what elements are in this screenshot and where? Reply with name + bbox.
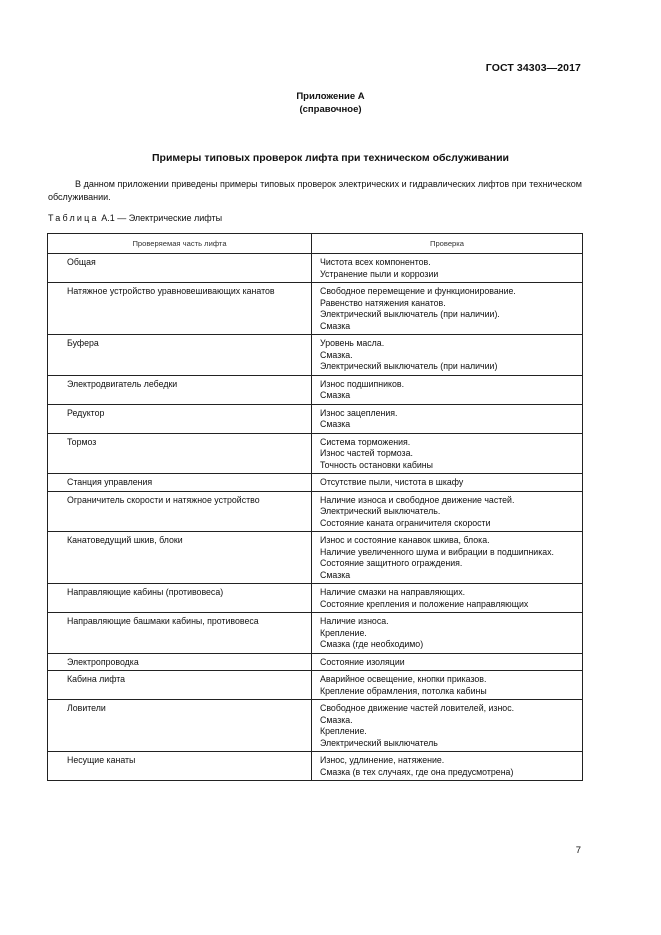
intro-paragraph: В данном приложении приведены примеры типовых проверок электрических и гидравлических лифтов при техническом обслуживании. — [48, 179, 582, 202]
table-cell-check — [312, 700, 583, 752]
table-cell-check — [312, 474, 583, 492]
header-check: Проверка — [312, 234, 583, 254]
check-item: Крепление. — [320, 726, 367, 736]
header-part: Проверяемая часть лифта — [48, 234, 312, 254]
check-item: Электрический выключатель — [320, 737, 438, 748]
table-row — [48, 433, 583, 474]
table-row — [48, 752, 583, 781]
check-item: Износ и состояние канавок шкива, блока. — [320, 535, 490, 545]
check-item: Смазка — [320, 419, 351, 429]
table-cell-part: Ограничитель скорости и натяжное устройство — [48, 491, 312, 532]
check-item: Электрический выключатель (при наличии) — [320, 361, 498, 371]
checks-table — [47, 233, 583, 781]
table-cell-check — [312, 254, 583, 283]
table-row — [48, 283, 583, 335]
check-item: Точность остановки кабины — [320, 459, 433, 470]
check-item: Крепление обрамления, потолка кабины — [320, 685, 487, 696]
table-cell-check — [312, 584, 583, 613]
check-item: Наличие смазки на направляющих. — [320, 587, 466, 597]
check-item: Электрический выключатель (при наличии). — [320, 309, 500, 319]
table-body — [48, 254, 583, 781]
table-cell-part: Редуктор — [48, 404, 312, 433]
table-cell-part: Общая — [48, 254, 312, 283]
table-cell-check — [312, 433, 583, 474]
table-cell-check — [312, 752, 583, 781]
table-cell-part: Тормоз — [48, 433, 312, 474]
table-cell-part: Несущие канаты — [48, 752, 312, 781]
check-item: Свободное движение частей ловителей, износ. — [320, 703, 515, 713]
table-cell-check — [312, 671, 583, 700]
table-row — [48, 532, 583, 584]
table-cell-check — [312, 335, 583, 376]
table-caption — [48, 213, 222, 223]
table-cell-part: Канатоведущий шкив, блоки — [48, 532, 312, 584]
check-item: Состояние каната ограничителя скорости — [320, 517, 491, 528]
check-item: Наличие износа. — [320, 616, 389, 626]
check-item: Износ подшипников. — [320, 378, 405, 389]
table-row — [48, 653, 583, 671]
table-row — [48, 613, 583, 654]
check-item: Уровень масла. — [320, 338, 385, 348]
check-item: Смазка — [320, 569, 351, 580]
table-cell-part: Электропроводка — [48, 653, 312, 671]
appendix-title: Приложение А — [296, 91, 365, 102]
table-cell-part: Буфера — [48, 335, 312, 376]
appendix-subtitle: (справочное) — [299, 103, 362, 115]
document-code: ГОСТ 34303—2017 — [485, 62, 581, 74]
table-row — [48, 584, 583, 613]
check-item: Свободное перемещение и функционирование. — [320, 286, 516, 296]
section-title: Примеры типовых проверок лифта при техническом обслуживании — [152, 152, 509, 164]
table-caption-label: Таблица — [48, 213, 99, 223]
check-item: Равенство натяжения канатов. — [320, 297, 446, 308]
table-cell-check — [312, 491, 583, 532]
table-row — [48, 700, 583, 752]
table-cell-part: Направляющие башмаки кабины, противовеса — [48, 613, 312, 654]
check-item: Смазка. — [320, 349, 353, 360]
check-item: Крепление. — [320, 627, 367, 638]
table-row — [48, 335, 583, 376]
table-cell-check — [312, 404, 583, 433]
check-item: Смазка — [320, 390, 351, 400]
table-row — [48, 671, 583, 700]
page-number: 7 — [575, 845, 581, 856]
table-cell-check — [312, 283, 583, 335]
table-cell-check — [312, 653, 583, 671]
check-item: Аварийное освещение, кнопки приказов. — [320, 674, 487, 684]
check-item: Состояние крепления и положение направляющих — [320, 598, 529, 609]
check-item: Износ, удлинение, натяжение. — [320, 755, 445, 765]
table-cell-check — [312, 375, 583, 404]
check-item: Система торможения. — [320, 436, 411, 447]
check-item: Смазка — [320, 320, 351, 331]
table-cell-part: Натяжное устройство уравновешивающих канатов — [48, 283, 312, 335]
table-cell-part: Ловители — [48, 700, 312, 752]
appendix-heading — [0, 91, 661, 116]
table-row — [48, 404, 583, 433]
table-header-row — [48, 234, 583, 254]
table-cell-part: Кабина лифта — [48, 671, 312, 700]
table-row — [48, 491, 583, 532]
table-cell-part: Направляющие кабины (противовеса) — [48, 584, 312, 613]
check-item: Отсутствие пыли, чистота в шкафу — [320, 477, 464, 487]
table-cell-part: Станция управления — [48, 474, 312, 492]
table-cell-check — [312, 613, 583, 654]
check-item: Износ зацепления. — [320, 407, 398, 418]
table-row — [48, 474, 583, 492]
check-item: Электрический выключатель. — [320, 506, 441, 516]
check-item: Состояние защитного ограждения. — [320, 558, 463, 568]
table-cell-check — [312, 532, 583, 584]
table-row — [48, 375, 583, 404]
check-item: Смазка. — [320, 714, 353, 725]
check-item: Устранение пыли и коррозии — [320, 268, 439, 279]
table-cell-part: Электродвигатель лебедки — [48, 375, 312, 404]
check-item: Наличие увеличенного шума и вибрации в подшипниках. — [320, 546, 554, 557]
check-item: Состояние изоляции — [320, 656, 405, 667]
check-item: Смазка (в тех случаях, где она предусмотрена) — [320, 766, 514, 777]
check-item: Наличие износа и свободное движение частей. — [320, 494, 515, 505]
check-item: Износ частей тормоза. — [320, 448, 413, 458]
check-item: Смазка (где необходимо) — [320, 639, 424, 649]
table-caption-text: А.1 — Электрические лифты — [98, 213, 223, 223]
table-row — [48, 254, 583, 283]
check-item: Чистота всех компонентов. — [320, 257, 431, 267]
